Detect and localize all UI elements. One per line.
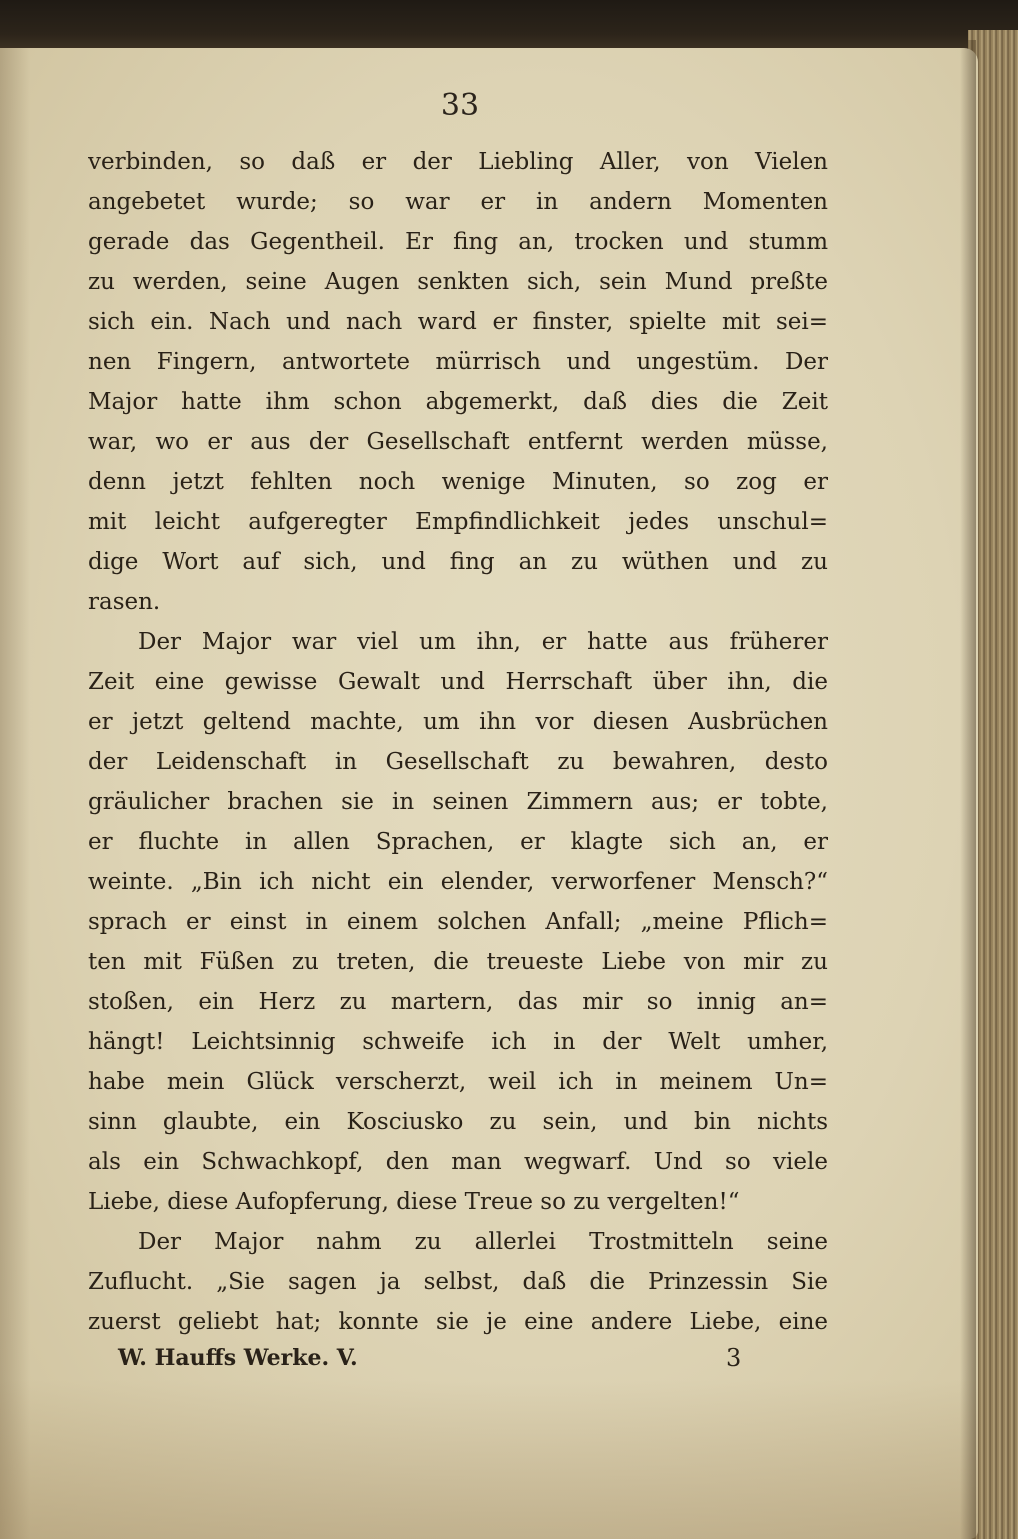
- gutter-shade: [0, 48, 30, 1539]
- text-line: sich ein. Nach und nach ward er finster, spielte mit sei=: [88, 309, 828, 335]
- text-line: er jetzt geltend machte, um ihn vor diesen Ausbrüchen: [88, 709, 828, 735]
- paragraph-start-line: Der Major war viel um ihn, er hatte aus früherer: [138, 629, 828, 655]
- text-line: mit leicht aufgeregter Empfindlichkeit jedes unschul=: [88, 509, 828, 535]
- text-line: gräulicher brachen sie in seinen Zimmern aus; er tobte,: [88, 789, 828, 815]
- spine-shadow: [960, 40, 976, 1539]
- text-line: Zeit eine gewisse Gewalt und Herrschaft über ihn, die: [88, 669, 828, 695]
- text-line: rasen.: [88, 589, 161, 615]
- text-line: gerade das Gegentheil. Er fing an, trocken und stumm: [88, 229, 828, 255]
- text-line: denn jetzt fehlten noch wenige Minuten, so zog er: [88, 469, 828, 495]
- text-line: zuerst geliebt hat; konnte sie je eine andere Liebe, eine: [88, 1309, 828, 1335]
- text-line: ten mit Füßen zu treten, die treueste Liebe von mir zu: [88, 949, 828, 975]
- text-line: Zuflucht. „Sie sagen ja selbst, daß die Prinzessin Sie: [88, 1269, 828, 1295]
- text-line: angebetet wurde; so war er in andern Momenten: [88, 189, 828, 215]
- text-line: stoßen, ein Herz zu martern, das mir so innig an=: [88, 989, 828, 1015]
- text-line: sprach er einst in einem solchen Anfall; „meine Pflich=: [88, 909, 828, 935]
- text-line: habe mein Glück verscherzt, weil ich in meinem Un=: [88, 1069, 828, 1095]
- text-line: weinte. „Bin ich nicht ein elender, verworfener Mensch?“: [88, 869, 828, 895]
- text-line: als ein Schwachkopf, den man wegwarf. Und so viele: [88, 1149, 828, 1175]
- text-line: Liebe, diese Aufopferung, diese Treue so zu vergelten!“: [88, 1189, 740, 1215]
- page-stain: [0, 1379, 978, 1539]
- body-text: [88, 142, 828, 1342]
- page-number: 33: [440, 88, 480, 123]
- text-line: er fluchte in allen Sprachen, er klagte sich an, er: [88, 829, 828, 855]
- text-line: Major hatte ihm schon abgemerkt, daß dies die Zeit: [88, 389, 828, 415]
- text-line: der Leidenschaft in Gesellschaft zu bewahren, desto: [88, 749, 828, 775]
- sheet-number: 3: [726, 1344, 742, 1372]
- text-line: sinn glaubte, ein Kosciusko zu sein, und bin nichts: [88, 1109, 828, 1135]
- paragraph-start-line: Der Major nahm zu allerlei Trostmitteln seine: [138, 1229, 828, 1255]
- text-line: hängt! Leichtsinnig schweife ich in der Welt umher,: [88, 1029, 828, 1055]
- text-line: zu werden, seine Augen senkten sich, sein Mund preßte: [88, 269, 828, 295]
- text-line: dige Wort auf sich, und fing an zu wüthen und zu: [88, 549, 828, 575]
- text-line: verbinden, so daß er der Liebling Aller, von Vielen: [88, 149, 828, 175]
- text-line: war, wo er aus der Gesellschaft entfernt werden müsse,: [88, 429, 828, 455]
- text-line: nen Fingern, antwortete mürrisch und ungestüm. Der: [88, 349, 828, 375]
- printer-signature: W. Hauffs Werke. V.: [118, 1345, 358, 1371]
